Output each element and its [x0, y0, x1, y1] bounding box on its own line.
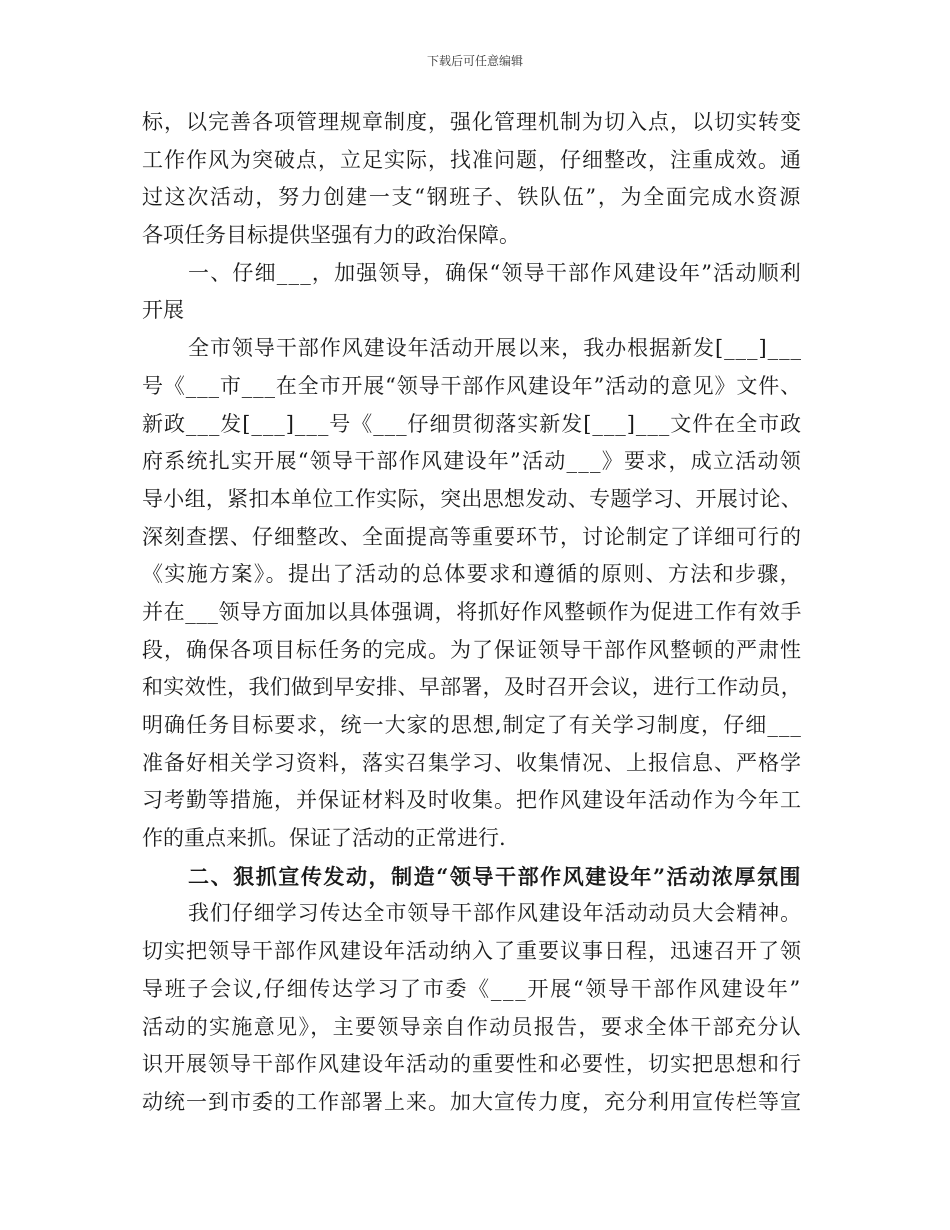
body-text-line: 识开展领导干部作风建设年活动的重要性和必要性，切实把思想和行 [142, 1052, 802, 1077]
body-text-line: 一、仔细___，加强领导，确保“领导干部作风建设年”活动顺利 [188, 260, 802, 285]
body-text-line: 《实施方案》。提出了活动的总体要求和遵循的原则、方法和步骤， [142, 562, 802, 587]
body-text-line: 工作作风为突破点，立足实际，找准问题，仔细整改，注重成效。通 [142, 147, 802, 172]
body-text-line: 作的重点来抓。保证了活动的正常进行. [142, 826, 506, 851]
body-text-line: 活动的实施意见》，主要领导亲自作动员报告，要求全体干部充分认 [142, 1014, 802, 1039]
body-text-line: 府系统扎实开展“领导干部作风建设年”活动___》要求，成立活动领 [142, 449, 802, 474]
body-text-line: 和实效性，我们做到早安排、早部署，及时召开会议，进行工作动员， [142, 675, 802, 700]
body-text-line: 深刻查摆、仔细整改、全面提高等重要环节，讨论制定了详细可行的 [142, 524, 802, 549]
body-text-line: 段，确保各项目标任务的完成。为了保证领导干部作风整顿的严肃性 [142, 637, 802, 662]
body-text-line: 标，以完善各项管理规章制度，强化管理机制为切入点，以切实转变 [142, 110, 802, 134]
body-text-line: 并在___领导方面加以具体强调，将抓好作风整顿作为促进工作有效手 [142, 599, 802, 624]
body-text-line: 导班子会议,仔细传达学习了市委《___开展“领导干部作风建设年” [142, 976, 802, 1001]
body-text-line: 导小组，紧扣本单位工作实际，突出思想发动、专题学习、开展讨论、 [142, 486, 802, 511]
body-text-line: 动统一到市委的工作部署上来。加大宣传力度，充分利用宣传栏等宣 [142, 1089, 802, 1114]
section-heading-line: 二、狠抓宣传发动，制造“领导干部作风建设年”活动浓厚氛围 [188, 863, 802, 889]
body-text-line: 号《___市___在全市开展“领导干部作风建设年”活动的意见》文件、 [142, 373, 802, 398]
body-text-line: 开展 [142, 298, 184, 323]
body-text-line: 全市领导干部作风建设年活动开展以来，我办根据新发[___]___ [188, 336, 802, 361]
body-text-line: 过这次活动，努力创建一支“钢班子、铁队伍”，为全面完成水资源 [142, 185, 802, 210]
body-text-line: 切实把领导干部作风建设年活动纳入了重要议事日程，迅速召开了领 [142, 939, 802, 964]
body-text-line: 新政___发[___]___号《___仔细贯彻落实新发[___]___文件在全市政 [142, 411, 802, 436]
page-header: 下载后可任意编辑 [426, 54, 523, 68]
body-text-line: 习考勤等措施，并保证材料及时收集。把作风建设年活动作为今年工 [142, 788, 802, 813]
document-body [142, 104, 802, 1122]
body-text-line: 准备好相关学习资料，落实召集学习、收集情况、上报信息、严格学 [142, 750, 802, 775]
body-text-line: 明确任务目标要求，统一大家的思想,制定了有关学习制度，仔细___ [142, 713, 802, 737]
body-text-line: 各项任务目标提供坚强有力的政治保障。 [142, 223, 520, 248]
body-text-line: 我们仔细学习传达全市领导干部作风建设年活动动员大会精神。 [188, 901, 802, 926]
